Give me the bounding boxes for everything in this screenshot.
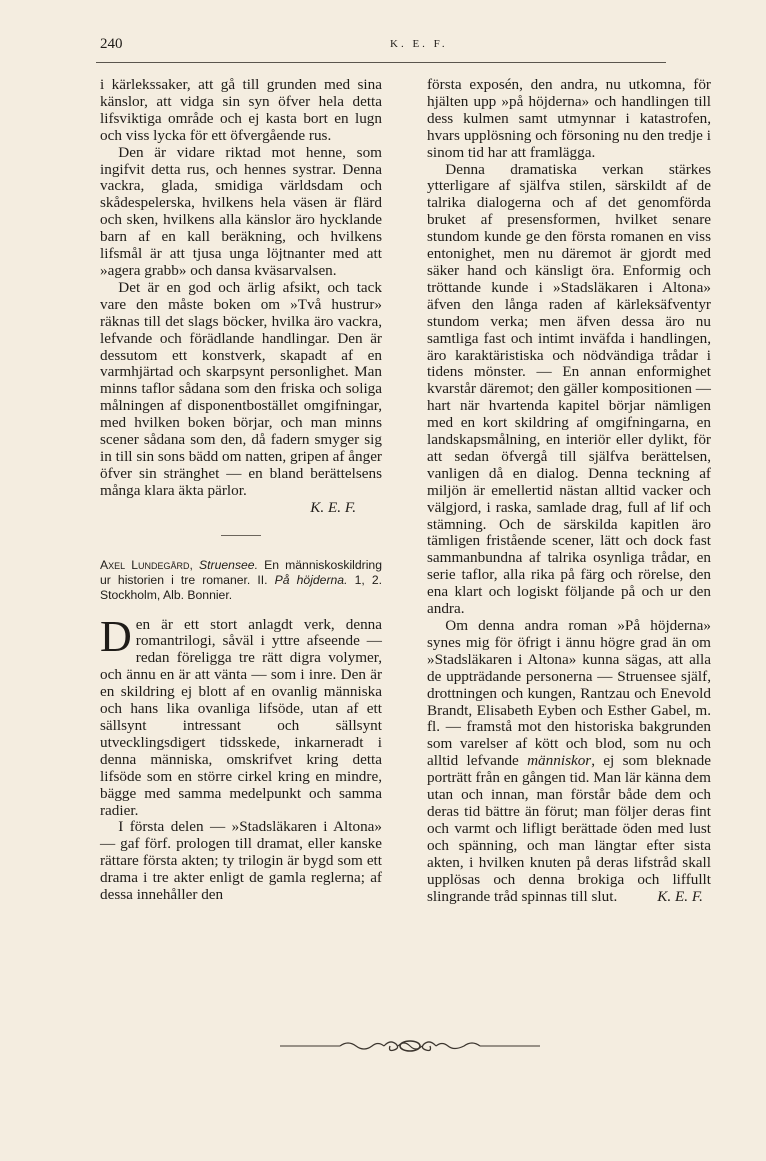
review-author: Axel Lundegård <box>100 557 190 572</box>
closing-signature: K. E. F. <box>657 887 703 905</box>
ornament-divider-icon <box>280 1036 540 1056</box>
review-signature: K. E. F. <box>310 498 356 516</box>
review-subtitle: En människoskildring ur historien i tre romaner. II. <box>100 557 382 587</box>
left-paragraph-1: i kärlekssaker, att gå till grunden med sina känslor, att vidga sin syn öfver hela detta lifsviktiga område och ej kasta bort en lugn och viss lycka för ett öfvergående rus. <box>100 76 382 144</box>
left-paragraph-5: I första delen — »Stadsläkaren i Altona» — gaf förf. prologen till dramat, eller kanske rättare första akten; ty trilogin är bygd som ett drama i tre akter enligt de gamla reglerna; af dessa innehåller den <box>100 818 382 904</box>
right-paragraph-3-b: , ej som bleknade porträtt från en gången tid. Man lär känna dem utan och innan, man förstår både dem och deras tid bättre än förut; man följer deras fint och varmt och lifligt berättade öden med lust och spänning, och man längtar efter sista akten, i hvilken knuten på deras lifstråd skall upplösas och denna brokiga och liffullt slingrande tråd spinnas till slut. <box>427 752 711 905</box>
review-volume: På höjderna. <box>274 572 348 587</box>
running-head: K. E. F. <box>390 38 448 50</box>
left-paragraph-2: Den är vidare riktad mot henne, som ingifvit detta rus, och hennes systrar. Denna vackra, glada, smidiga världsdam och skådespelerska, hvilkens hela väsen är flärd och sken, hvilkens alla känslor äro hycklande barn af en kall beräkning, och hvilkens lifsmål är att tjusa unga löjtnanter med att »agera grabb» och dansa kväsarvalsen. <box>100 143 382 279</box>
review-heading: Axel Lundegård, Struensee. En människoskildring ur historien i tre romaner. II. På höjderna. 1, 2. Stockholm, Alb. Bonnier. <box>100 557 382 602</box>
header-rule <box>96 62 666 63</box>
left-paragraph-4-text: en är ett stort anlagdt verk, denna romantrilogi, såväl i yttre afseende — redan föreligga tre rätt digra volymer, och ännu en är att vänta — som i inre. Den är en skildring ej blott af en ovanlig människa och hans lika ovanliga lifsöde, utan af ett sällsynt intressant och sällsynt utvecklingsdigert tidsskede, inkarneradt i denna människa, omskrifvet kring detta lifsöde som en större cirkel kring en mindre, bägge med samma medelpunkt och samma radier. <box>100 615 382 819</box>
section-divider <box>221 535 261 536</box>
right-paragraph-3 <box>427 618 711 905</box>
right-column <box>427 77 711 905</box>
left-paragraph-3: Det är en god och ärlig afsikt, och tack vare den måste boken om »Två hustrur» räknas till det slags böcker, hvilka äro vackra, lefvande och förädlande handlingar. Den är dessutom ett konstverk, skapadt af en varmhjärtad och skarpsynt personlighet. Man minns taflor sådana som den friska och soliga målningen af disponentbostället omgifningar, med hvilken boken börjar, och man minns scener sådana som den, då fadern smyger sig in till sin sons bädd om natten, gripen af ånger öfver sin stränghet — en bland berättelsens många klara äkta pärlor. <box>100 278 382 499</box>
review-title: Struensee. <box>199 557 258 572</box>
right-paragraph-2: Denna dramatiska verkan stärkes ytterligare af själfva stilen, särskildt af de talrika dialogerna och af det genomförda bruket af presensformen, hvilket senare stundom kunde ge den första romanen en viss entonighet, men nu däremot är gjordt med säker hand och känsligt öra. Enformig och tröttande kunde i »Stadsläkaren i Altona» äfven den långa raden af kärleksäfventyr stundom verka; men äfven dessa äro nu samtliga fast och intimt inväfda i handlingen, äro karaktäristiska och nödvändiga trådar i tidens mönster. — En annan enformighet kvarstår däremot; den gäller kompositionen — hart när hvartenda kapitel börjar nämligen med en kort skildring af omgifningarna, en landskapsmålning, en interiör eller dylikt, för att sedan öfvergå till själfva berättelsen, vanligen då en dialog. Denna teckning af miljön är emellertid nästan alltid vacker och välgjord, i raska, samlade drag, full af lif och stämning. Och de särskilda kapitlen äro tämligen fristående scener, lätt och dock fast sammanbundna af talrika osynliga trådar, en serie taflor, alla rika på färg och rörelse, den ena klart och logiskt följande på och ur den andra. <box>427 160 711 618</box>
review-imprint: 1, 2. Stockholm, Alb. Bonnier. <box>100 572 382 602</box>
right-paragraph-1: första exposén, den andra, nu utkomna, för hjälten upp »på höjderna» och handlingen till dess kulmen samt utmynnar i katastrofen, hvars upplösning och försoning nu den tredje i sinom tid har att framlägga. <box>427 76 711 161</box>
emphasis-word: människor <box>527 752 592 770</box>
left-column <box>100 77 382 904</box>
page-header <box>100 36 665 58</box>
page-number: 240 <box>100 36 123 52</box>
left-paragraph-4 <box>100 611 382 820</box>
right-paragraph-3-a: Om denna andra roman »På höjderna» synes mig för öfrigt i ännu högre grad än om »Stadsläkaren i Altona» kunna sägas, att alla de uppträdande personerna — Struensee själf, drottningen och kungen, Rantzau och Enevold Brandt, Elisabeth Eyben och Esther Gabel, m. fl. — framstå mot den historiska bakgrunden som varelser af kött och blod, som nu och alltid lefvande <box>427 617 711 770</box>
drop-cap: D <box>100 611 132 661</box>
